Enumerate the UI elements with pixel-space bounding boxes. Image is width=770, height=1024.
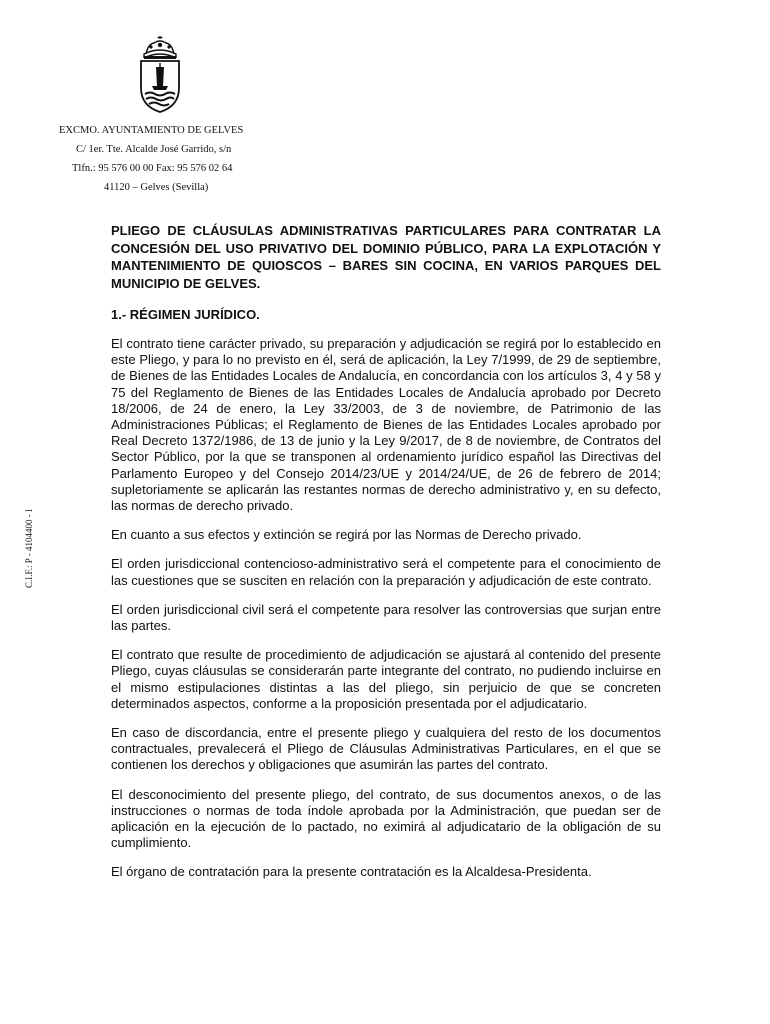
paragraph: En cuanto a sus efectos y extinción se regirá por las Normas de Derecho privado.: [111, 527, 582, 543]
document-title: PLIEGO DE CLÁUSULAS ADMINISTRATIVAS PARTICULARES PARA CONTRATAR LA CONCESIÓN DEL USO PRIVATIVO DEL DOMINIO PÚBLICO, PARA LA EXPLOTACIÓN Y MANTENIMIENTO DE QUIOSCOS – BARES SIN COCINA, EN VARIOS PARQUES DEL MUNICIPIO DE GELVES.: [111, 223, 661, 291]
paragraph: En caso de discordancia, entre el presente pliego y cualquiera del resto de los documentos contractuales, prevalecerá el Pliego de Cláusulas Administrativas Particulares, en el que se contienen los derechos y obligaciones que asumirán las partes del contrato.: [111, 725, 661, 773]
org-address: C/ 1er. Tte. Alcalde José Garrido, s/n: [76, 144, 232, 155]
municipal-crest-icon: [132, 36, 188, 114]
paragraph: El contrato tiene carácter privado, su preparación y adjudicación se regirá por lo establecido en este Pliego, y para lo no previsto en él, será de aplicación, la Ley 7/1999, de 29 de septiembre, de Bienes de las Entidades Locales de Andalucía, en concordancia con los artículos 3, 4 y 58 y 75 del Reglamento de Bienes de las Entidades Locales de Andalucía aprobado por Decreto 18/2006, de 24 de enero, la Ley 33/2003, de 3 de noviembre, de Patrimonio de las Administraciones Públicas; el Reglamento de Bienes de las Entidades Locales aprobado por Real Decreto 1372/1986, de 13 de junio y la Ley 9/2017, de 8 de noviembre, de Contratos del Sector Público, por la que se transponen al ordenamiento jurídico español las Directivas del Parlamento Europeo y del Consejo 2014/23/UE y 2014/24/UE, de 26 de febrero de 2014; supletoriamente se aplicarán las restantes normas de derecho administrativo y, en su defecto, las normas de derecho privado.: [111, 336, 661, 514]
paragraph: El órgano de contratación para la presente contratación es la Alcaldesa-Presidenta.: [111, 864, 592, 880]
paragraph: El contrato que resulte de procedimiento de adjudicación se ajustará al contenido del presente Pliego, cuyas cláusulas se considerarán parte integrante del contrato, no pudiendo incluirse en el mismo estipulaciones distintas a las del pliego, sin perjuicio de que se concreten determinados aspectos, conforme a la proposición presentada por el adjudicatario.: [111, 647, 661, 711]
org-city: 41120 – Gelves (Sevilla): [104, 182, 209, 193]
org-phone-fax: Tlfn.: 95 576 00 00 Fax: 95 576 02 64: [72, 163, 233, 174]
paragraph: El orden jurisdiccional civil será el competente para resolver las controversias que surjan entre las partes.: [111, 601, 661, 634]
section-heading: 1.- RÉGIMEN JURÍDICO.: [111, 307, 260, 322]
cif-side-note: C.I.F.: P - 4104400 - I: [24, 509, 34, 588]
org-name: EXCMO. AYUNTAMIENTO DE GELVES: [59, 125, 244, 136]
paragraph: El orden jurisdiccional contencioso-administrativo será el competente para el conocimiento de las cuestiones que se susciten en relación con la preparación y adjudicación de este contrato.: [111, 556, 661, 588]
document-body: [111, 222, 661, 894]
paragraph: El desconocimiento del presente pliego, del contrato, de sus documentos anexos, o de las instrucciones o normas de toda índole aprobada por la Administración, que puedan ser de aplicación en la ejecución de lo pactado, no eximirá al adjudicatario de la obligación de su cumplimiento.: [111, 786, 661, 851]
